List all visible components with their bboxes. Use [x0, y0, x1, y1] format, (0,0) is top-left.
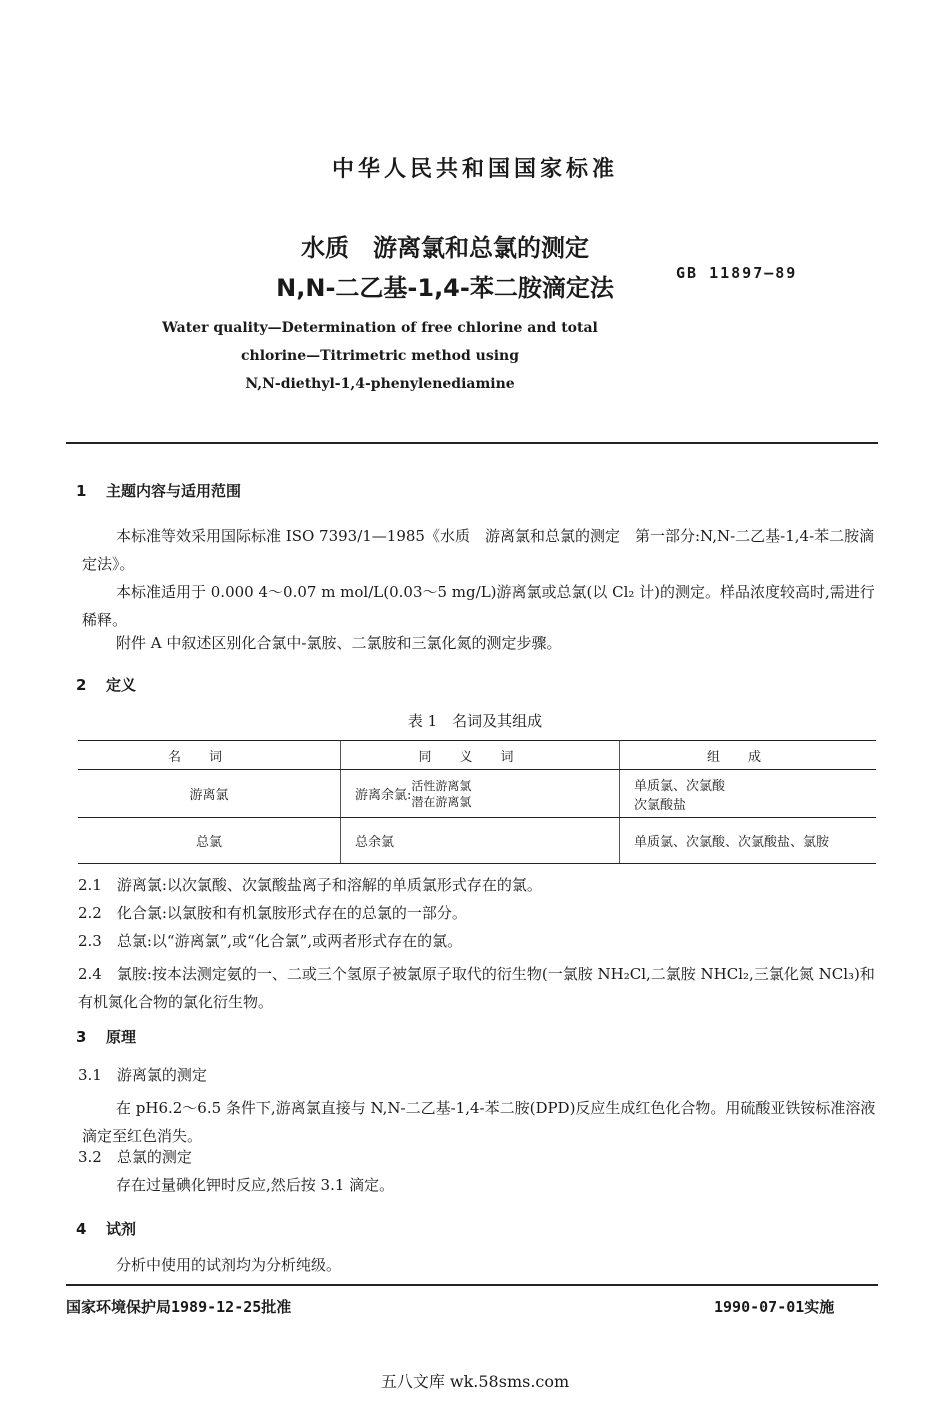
- section-2-heading: [76, 674, 136, 695]
- section-number: 4: [76, 1220, 87, 1238]
- section-1-paragraph-1: 本标准等效采用国际标准 ISO 7393/1—1985《水质 游离氯和总氯的测定 第一部分:N,N-二乙基-1,4-苯二胺滴定法》。: [82, 527, 875, 573]
- national-standard-heading: 中华人民共和国国家标准: [331, 157, 618, 182]
- table-caption: 表 1 名词及其组成: [407, 712, 543, 730]
- section-title: 原理: [106, 1028, 137, 1046]
- composition-line-b: 次氯酸盐: [634, 797, 687, 813]
- definition-2-4: 2.4 氯胺:按本法测定氨的一、二或三个氢原子被氯原子取代的衍生物(一氯胺 NH₂Cl,二氯胺 NHCl₂,三氯化氮 NCl₃)和有机氮化合物的氯化衍生物。: [78, 965, 875, 1011]
- section-number: 2: [76, 676, 87, 694]
- section-4-heading: [76, 1218, 136, 1239]
- synonym-cell: [341, 770, 620, 818]
- definition-2-2: 2.2 化合氯:以氯胺和有机氯胺形式存在的总氯的一部分。: [78, 904, 467, 922]
- section-title: 试剂: [106, 1220, 137, 1238]
- composition-line-a: 单质氯、次氯酸: [634, 778, 726, 794]
- approval-date: 国家环境保护局1989-12-25批准: [66, 1298, 292, 1316]
- synonym-sub-b: 潜在游离氯: [411, 794, 472, 809]
- section-1-paragraph-2: 本标准适用于 0.000 4～0.07 m mol/L(0.03～5 mg/L)游离氯或总氯(以 Cl₂ 计)的测定。样品浓度较高时,需进行稀释。: [82, 583, 875, 629]
- table-header-composition: 组成: [620, 741, 877, 770]
- english-title-line3: N,N-diethyl-1,4-phenylenediamine: [245, 376, 515, 392]
- definition-2-3: 2.3 总氯:以“游离氯”,或“化合氯”,或两者形式存在的氯。: [78, 932, 463, 950]
- table-row: [78, 818, 876, 864]
- section-title: 定义: [106, 676, 137, 694]
- subsection-3-2-text: 存在过量碘化钾时反应,然后按 3.1 滴定。: [116, 1176, 395, 1194]
- standard-code: GB 11897—89: [676, 264, 798, 282]
- subsection-3-1-text: 在 pH6.2～6.5 条件下,游离氯直接与 N,N-二乙基-1,4-苯二胺(DPD)反应生成红色化合物。用硫酸亚铁铵标准溶液滴定至红色消失。: [82, 1099, 876, 1145]
- english-title-line2: chlorine—Titrimetric method using: [240, 348, 520, 364]
- definition-2-1: 2.1 游离氯:以次氯酸、次氯酸盐离子和溶解的单质氯形式存在的氯。: [78, 876, 542, 894]
- table-row: [78, 770, 876, 818]
- subsection-3-2-title: 3.2 总氯的测定: [78, 1148, 192, 1166]
- effective-date: 1990-07-01实施: [714, 1298, 835, 1316]
- composition-cell: 单质氯、次氯酸、次氯酸盐、氯胺: [620, 818, 877, 864]
- section-4-text: 分析中使用的试剂均为分析纯级。: [116, 1256, 342, 1274]
- synonym-main: 游离余氯:: [355, 788, 412, 803]
- section-number: 1: [76, 482, 87, 500]
- composition-cell: [620, 770, 877, 818]
- section-1-heading: [76, 480, 241, 501]
- watermark-text: 五八文库 wk.58sms.com: [380, 1372, 570, 1391]
- synonym-sub-a: 活性游离氯: [411, 778, 472, 793]
- section-title: 主题内容与适用范围: [106, 482, 242, 500]
- header-divider: [66, 442, 878, 444]
- footer-divider: [66, 1284, 878, 1286]
- subsection-3-1-title: 3.1 游离氯的测定: [78, 1066, 207, 1084]
- document-title-line1: 水质 游离氯和总氯的测定: [301, 234, 589, 262]
- table-header-synonym: 同义词: [341, 741, 620, 770]
- document-title-line2: N,N-二乙基-1,4-苯二胺滴定法: [276, 274, 614, 302]
- english-title-line1: Water quality—Determination of free chlorine and total: [162, 320, 598, 336]
- table-header-term: 名词: [78, 741, 341, 770]
- table-header-row: [78, 741, 876, 770]
- definitions-table: [78, 740, 876, 864]
- synonym-cell: 总余氯: [341, 818, 620, 864]
- section-1-paragraph-3: 附件 A 中叙述区别化合氯中-氯胺、二氯胺和三氯化氮的测定步骤。: [116, 634, 562, 652]
- term-cell: 游离氯: [78, 770, 341, 818]
- section-number: 3: [76, 1028, 87, 1046]
- section-3-heading: [76, 1026, 136, 1047]
- term-cell: 总氯: [78, 818, 341, 864]
